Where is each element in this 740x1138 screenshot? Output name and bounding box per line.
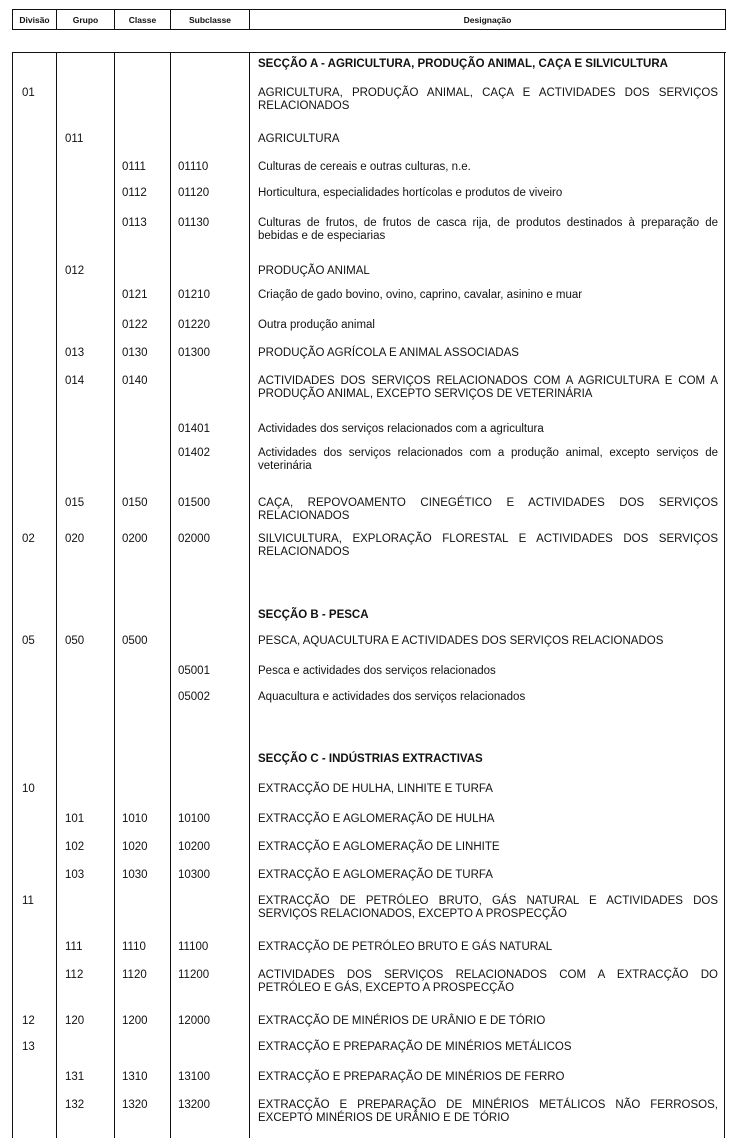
- subclasse-cell: 13100: [178, 1071, 210, 1083]
- subclasse-cell: 12000: [178, 1015, 210, 1027]
- subclasse-cell: 05002: [178, 691, 210, 703]
- column-divider: [56, 53, 57, 1138]
- subclasse-cell: 01220: [178, 319, 210, 331]
- grupo-cell: 014: [65, 375, 85, 387]
- grupo-cell: 011: [65, 133, 84, 145]
- header-subclasse: Subclasse: [171, 10, 250, 29]
- designacao-cell: Outra produção animal: [258, 319, 375, 331]
- classe-cell: 0113: [122, 217, 147, 229]
- column-divider: [114, 53, 115, 1138]
- classe-cell: 1120: [122, 969, 147, 981]
- grupo-cell: 103: [65, 869, 85, 881]
- subclasse-cell: 10100: [178, 813, 210, 825]
- grupo-cell: 132: [65, 1099, 85, 1111]
- designacao-cell: AGRICULTURA, PRODUÇÃO ANIMAL, CAÇA E ACTIVIDADES DOS SERVIÇOS RELACIONADOS: [258, 87, 718, 112]
- grupo-cell: 101: [65, 813, 85, 825]
- grupo-cell: 111: [65, 941, 83, 953]
- divisao-cell: 13: [22, 1041, 35, 1053]
- designacao-cell: Horticultura, especialidades hortícolas e produtos de viveiro: [258, 187, 563, 199]
- subclasse-cell: 01120: [178, 187, 210, 199]
- table-header: [12, 9, 726, 30]
- grupo-cell: 050: [65, 635, 85, 647]
- designacao-cell: ACTIVIDADES DOS SERVIÇOS RELACIONADOS COM A EXTRACÇÃO DO PETRÓLEO E GÁS, EXCEPTO A PROSPECÇÃO: [258, 969, 718, 994]
- designacao-cell: PRODUÇÃO ANIMAL: [258, 265, 370, 277]
- divisao-cell: 02: [22, 533, 35, 545]
- subclasse-cell: 13200: [178, 1099, 210, 1111]
- designacao-cell: EXTRACÇÃO DE MINÉRIOS DE URÂNIO E DE TÓRIO: [258, 1015, 546, 1027]
- column-divider: [12, 53, 13, 1138]
- classification-table: [12, 52, 726, 1138]
- grupo-cell: 112: [65, 969, 84, 981]
- designacao-cell: Actividades dos serviços relacionados com a agricultura: [258, 423, 544, 435]
- designacao-cell: CAÇA, REPOVOAMENTO CINEGÉTICO E ACTIVIDADES DOS SERVIÇOS RELACIONADOS: [258, 497, 718, 522]
- subclasse-cell: 05001: [178, 665, 210, 677]
- divisao-cell: 12: [22, 1015, 35, 1027]
- header-designacao: Designação: [463, 14, 512, 25]
- column-divider: [249, 53, 250, 1138]
- header-classe: Classe: [115, 10, 171, 29]
- designacao-cell: SECÇÃO B - PESCA: [258, 609, 369, 621]
- designacao-cell: EXTRACÇÃO DE HULHA, LINHITE E TURFA: [258, 783, 493, 795]
- classe-cell: 0130: [122, 347, 148, 359]
- classe-cell: 1320: [122, 1099, 148, 1111]
- designacao-cell: EXTRACÇÃO E AGLOMERAÇÃO DE LINHITE: [258, 841, 500, 853]
- subclasse-cell: 01210: [178, 289, 210, 301]
- classe-cell: 0200: [122, 533, 148, 545]
- designacao-cell: Actividades dos serviços relacionados com a produção animal, excepto serviços de veterinária: [258, 447, 718, 472]
- designacao-cell: EXTRACÇÃO DE PETRÓLEO BRUTO E GÁS NATURAL: [258, 941, 553, 953]
- designacao-cell: EXTRACÇÃO E AGLOMERAÇÃO DE TURFA: [258, 869, 493, 881]
- designacao-cell: EXTRACÇÃO E AGLOMERAÇÃO DE HULHA: [258, 813, 495, 825]
- divisao-cell: 01: [22, 87, 35, 99]
- subclasse-cell: 02000: [178, 533, 210, 545]
- subclasse-cell: 10200: [178, 841, 210, 853]
- classe-cell: 0140: [122, 375, 148, 387]
- divisao-cell: 11: [22, 895, 34, 907]
- classe-cell: 1020: [122, 841, 148, 853]
- column-divider: [724, 53, 725, 1138]
- classe-cell: 1010: [122, 813, 148, 825]
- designacao-cell: AGRICULTURA: [258, 133, 340, 145]
- subclasse-cell: 01130: [178, 217, 210, 229]
- grupo-cell: 012: [65, 265, 85, 277]
- designacao-cell: Aquacultura e actividades dos serviços relacionados: [258, 691, 526, 703]
- subclasse-cell: 01401: [178, 423, 210, 435]
- divisao-cell: 05: [22, 635, 35, 647]
- header-divisao: Divisão: [13, 10, 57, 29]
- classe-cell: 0111: [122, 161, 146, 173]
- designacao-cell: PESCA, AQUACULTURA E ACTIVIDADES DOS SERVIÇOS RELACIONADOS: [258, 635, 664, 647]
- designacao-cell: SECÇÃO A - AGRICULTURA, PRODUÇÃO ANIMAL, CAÇA E SILVICULTURA: [258, 58, 668, 70]
- classe-cell: 0121: [122, 289, 148, 301]
- subclasse-cell: 01402: [178, 447, 210, 459]
- classe-cell: 1200: [122, 1015, 148, 1027]
- designacao-cell: EXTRACÇÃO E PREPARAÇÃO DE MINÉRIOS METÁLICOS NÃO FERROSOS, EXCEPTO MINÉRIOS DE URÂNIO E DE TÓRIO: [258, 1099, 718, 1124]
- classe-cell: 0112: [122, 187, 147, 199]
- grupo-cell: 102: [65, 841, 85, 853]
- designacao-cell: EXTRACÇÃO DE PETRÓLEO BRUTO, GÁS NATURAL E ACTIVIDADES DOS SERVIÇOS RELACIONADOS, EXCEPTO A PROSPECÇÃO: [258, 895, 718, 920]
- subclasse-cell: 01110: [178, 161, 209, 173]
- classe-cell: 0150: [122, 497, 148, 509]
- designacao-cell: EXTRACÇÃO E PREPARAÇÃO DE MINÉRIOS DE FERRO: [258, 1071, 565, 1083]
- divisao-cell: 10: [22, 783, 35, 795]
- designacao-cell: EXTRACÇÃO E PREPARAÇÃO DE MINÉRIOS METÁLICOS: [258, 1041, 572, 1053]
- header-grupo: Grupo: [57, 10, 115, 29]
- grupo-cell: 131: [65, 1071, 85, 1083]
- subclasse-cell: 10300: [178, 869, 210, 881]
- designacao-cell: SILVICULTURA, EXPLORAÇÃO FLORESTAL E ACTIVIDADES DOS SERVIÇOS RELACIONADOS: [258, 533, 718, 558]
- designacao-cell: Culturas de cereais e outras culturas, n.e.: [258, 161, 471, 173]
- subclasse-cell: 11200: [178, 969, 210, 981]
- classe-cell: 0500: [122, 635, 148, 647]
- subclasse-cell: 01500: [178, 497, 210, 509]
- designacao-cell: Criação de gado bovino, ovino, caprino, cavalar, asinino e muar: [258, 289, 583, 301]
- grupo-cell: 013: [65, 347, 85, 359]
- designacao-cell: PRODUÇÃO AGRÍCOLA E ANIMAL ASSOCIADAS: [258, 347, 519, 359]
- column-divider: [170, 53, 171, 1138]
- designacao-cell: ACTIVIDADES DOS SERVIÇOS RELACIONADOS COM A AGRICULTURA E COM A PRODUÇÃO ANIMAL, EXCEPTO SERVIÇOS DE VETERINÁRIA: [258, 375, 718, 400]
- designacao-cell: Pesca e actividades dos serviços relacionados: [258, 665, 496, 677]
- grupo-cell: 120: [65, 1015, 85, 1027]
- classe-cell: 1110: [122, 941, 146, 953]
- designacao-cell: Culturas de frutos, de frutos de casca rija, de produtos destinados à preparação de bebidas e de especiarias: [258, 217, 718, 242]
- designacao-cell: SECÇÃO C - INDÚSTRIAS EXTRACTIVAS: [258, 753, 483, 765]
- classe-cell: 1030: [122, 869, 148, 881]
- classe-cell: 0122: [122, 319, 148, 331]
- subclasse-cell: 11100: [178, 941, 209, 953]
- grupo-cell: 020: [65, 533, 85, 545]
- grupo-cell: 015: [65, 497, 85, 509]
- subclasse-cell: 01300: [178, 347, 210, 359]
- classe-cell: 1310: [122, 1071, 148, 1083]
